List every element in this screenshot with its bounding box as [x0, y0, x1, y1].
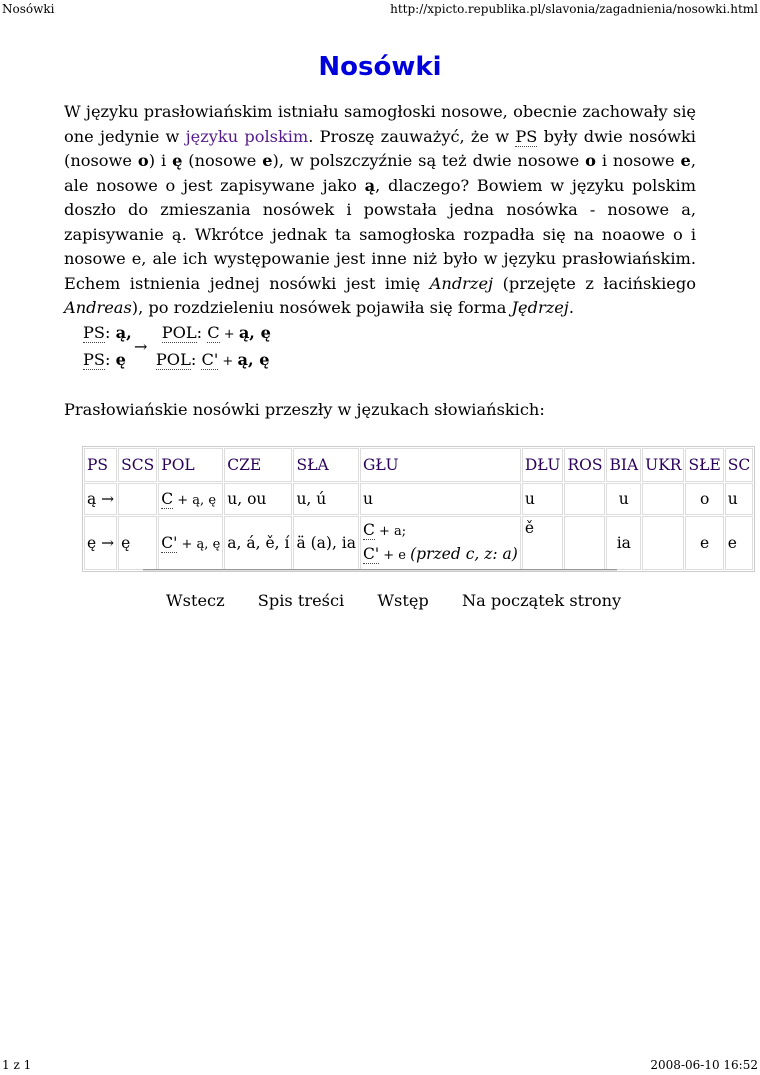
print-header-title: Nosówki [2, 2, 55, 16]
intro-paragraph: W języku prasłowiańskim istniału samogłoski nosowe, obecnie zachowały się one jedynie w języku polskim. Proszę zauważyć, że w PS były dwie nosówki (nosowe o) i ę (nosowe e), w polszczyźnie są też dwie nosowe o i nosowe e, ale nosowe o jest zapisywane jako ą, dlaczego? Bowiem w języku polskim doszło do zmieszania nosówek i powstała jedna nosówka - nosowe a, zapisywanie ą. Wkrótce jednak ta samogłoska rozpadła się na noaowe o i nosowe e, ale ich występowanie jest inne niż było w języku prasłowiańskim. Echem istnienia jednej nosówki jest imię Andrzej (przejęte z łacińskiego Andreas), po rozdzieleniu nosówek pojawiła się forma Jędrzej. [64, 102, 696, 317]
table-header-row [84, 448, 753, 482]
th-glu: GŁU [360, 448, 521, 482]
ps-abbr: PS [515, 126, 538, 146]
th-sc: SC [725, 448, 753, 482]
th-sle: SŁE [685, 448, 723, 482]
th-sla: SŁA [293, 448, 359, 482]
th-bia: BIA [606, 448, 641, 482]
rule-row-2: PS: ę POL: C' + ą, ę [83, 350, 270, 369]
print-header-url: http://xpicto.republika.pl/slavonia/zagadnienia/nosowki.html [390, 2, 758, 16]
th-dlu: DŁU [522, 448, 564, 482]
print-footer-date: 2008-06-10 16:52 [650, 1058, 758, 1072]
table-row: ą → C + ą, ę u, ou u, ú u u u o u [84, 483, 753, 515]
nav-top-link[interactable]: Na początek strony [461, 591, 622, 610]
nav-toc-link[interactable]: Spis treści [257, 591, 345, 610]
rule-arrow: → [134, 337, 148, 356]
nav-back-link[interactable]: Wstecz [166, 591, 225, 610]
th-pol: POL [158, 448, 223, 482]
nasal-vowels-table [82, 446, 755, 572]
th-cze: CZE [224, 448, 292, 482]
divider [143, 569, 617, 571]
polish-language-link[interactable]: języku polskim [185, 126, 309, 146]
page-title: Nosówki [318, 52, 442, 82]
nav-intro-link[interactable]: Wstęp [377, 591, 429, 610]
th-ukr: UKR [642, 448, 684, 482]
table-intro: Prasłowiańskie nosówki przeszły w jęzukach słowiańskich: [64, 400, 545, 419]
th-scs: SCS [118, 448, 157, 482]
print-footer-pages: 1 z 1 [2, 1058, 32, 1072]
th-ros: ROS [564, 448, 605, 482]
th-ps: PS [84, 448, 117, 482]
rule-row-1: PS: ą, POL: C + ą, ę [83, 323, 271, 342]
nasal-table-wrapper [82, 446, 751, 566]
table-row: ę → ę C' + ą, ę a, á, ě, í ä (a), ia C + a; C' + e (przed c, z: a) ě ia e e [84, 516, 753, 570]
bottom-navigation [166, 591, 649, 610]
